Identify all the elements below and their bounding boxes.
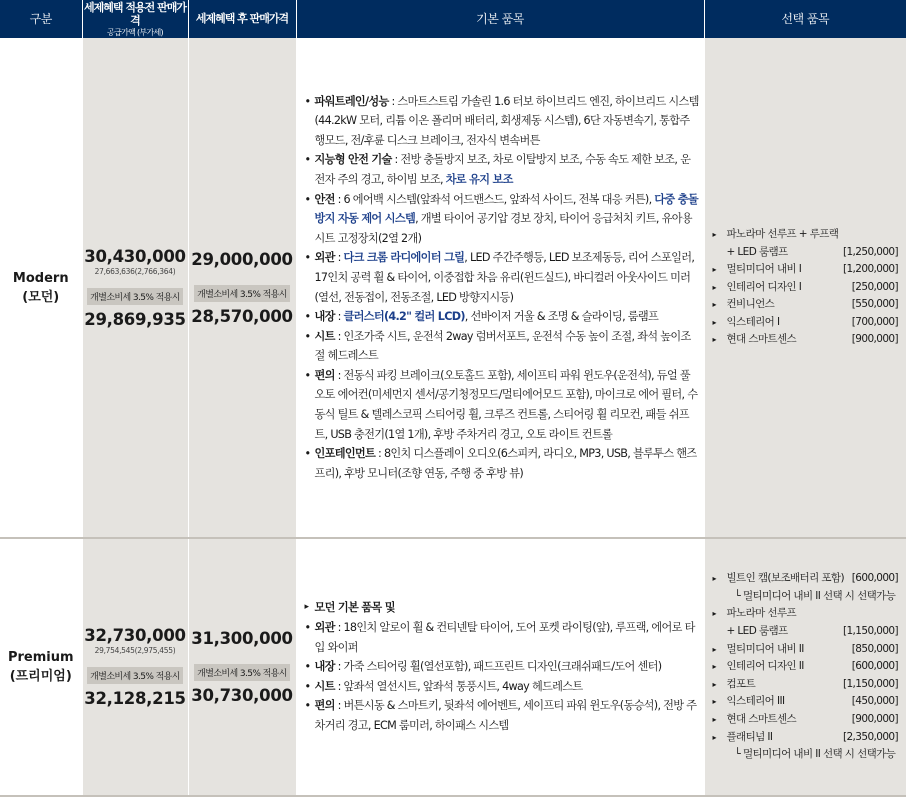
trim-cell (0, 38, 82, 538)
option-item (713, 279, 899, 297)
basic-item (305, 657, 700, 677)
tax-badge: 개별소비세 3.5% 적용시 (194, 664, 290, 681)
basic-item-text: : 앞좌석 열선시트, 앞좌석 통풍시트, 4way 헤드레스트 (334, 679, 583, 693)
option-price: [900,000] (851, 333, 898, 346)
option-name: ▸ 현대 스마트센스 (713, 331, 797, 349)
price-before-cell (82, 538, 188, 796)
price-after-cell (188, 538, 296, 796)
basic-item-text: : 버튼시동 & 스마트키, 뒷좌석 에어벤트, 세이프티 파워 윈도우(동승석), 전방 주차거리 경고, ECM 룸미러, 하이패스 시스템 (314, 699, 697, 732)
option-item (713, 676, 899, 694)
option-price: [600,000] (851, 572, 898, 585)
basic-item-text: : 18인치 알로이 휠 & 컨티넨탈 타이어, 도어 포켓 라이팅(앞), 루프랙, 에어로 타입 와이퍼 (314, 621, 695, 654)
option-item (713, 658, 899, 676)
option-item (713, 244, 899, 262)
option-price: [850,000] (851, 642, 898, 655)
option-name: ▸ 빌트인 캠(보조배터리 포함) (713, 570, 844, 588)
basic-item (305, 327, 700, 366)
basic-item-category: 외관 (314, 621, 335, 635)
option-name: ▸ 파노라마 선루프 + 루프랙 (713, 226, 839, 244)
option-price: [1,200,000] (842, 263, 898, 276)
basic-item-text: : 가죽 스티어링 휠(열선포함), 패드프린트 디자인(크래쉬패드/도어 센터) (334, 660, 662, 674)
basic-item-text: : 6 에어백 시스템(앞좌석 어드밴스드, 앞좌석 사이드, 전복 대응 커튼), (334, 192, 655, 206)
option-list (713, 570, 899, 764)
price-before-cell (82, 38, 188, 538)
header-price-after-main: 세제혜택 후 판매가격 (195, 12, 289, 26)
basic-item (305, 248, 700, 307)
trim-cell (0, 538, 82, 796)
option-item (713, 226, 899, 244)
basic-item (305, 92, 700, 151)
option-name: ▸ 컴포트 (713, 676, 756, 694)
basic-item-category: 파워트레인/성능 (314, 94, 389, 108)
basic-item-category: 안전 (314, 192, 335, 206)
basic-item-text: : 스마트스트림 가솔린 1.6 터보 하이브리드 엔진, 하이브리드 시스템 (44.2kW 모터, 리튬 이온 폴리머 배터리, 회생제동 시스템), 6단 자동변속기, 통합주행모드, 전/후륜 디스크 브레이크, 전자식 변속버튼 (314, 94, 699, 147)
price-before: 32,730,000 (84, 626, 186, 645)
price-before: 30,430,000 (84, 246, 186, 266)
basic-item-text: : 전방 충돌방지 보조, 차로 이탈방지 보조, 수동 속도 제한 보조, 운전자 주의 경고, 하이빔 보조, (314, 153, 691, 186)
option-items-cell (704, 38, 906, 538)
header-price-before-sub: 공급가액 (부가세) (107, 27, 163, 37)
option-item (713, 605, 899, 623)
basic-item (305, 190, 700, 249)
option-item (713, 314, 899, 332)
basic-item-highlight: 클러스터(4.2" 컬러 LCD) (343, 310, 465, 324)
basic-item-highlight: 다중 충돌방지 자동 제어 시스템 (314, 192, 698, 226)
option-item (713, 296, 899, 314)
option-price: [600,000] (851, 660, 898, 673)
basic-item-highlight: 차로 유지 보조 (445, 172, 513, 186)
price-after: 29,000,000 (191, 249, 293, 269)
basic-item (305, 150, 700, 189)
option-name: ▸ 파노라마 선루프 (713, 605, 797, 623)
option-item (713, 693, 899, 711)
price-before-tax: 29,869,935 (84, 309, 186, 329)
basic-items-cell (296, 38, 704, 538)
option-item (713, 623, 899, 641)
basic-item (305, 444, 700, 483)
basic-item-category: 내장 (314, 310, 335, 324)
header-price-after (188, 0, 296, 38)
option-price: [1,150,000] (842, 677, 898, 690)
basic-item-header: ▸ 모던 기본 품목 및 (305, 598, 700, 618)
trim-name-kr: (프리미엄) (9, 669, 72, 684)
option-name: ▸ 멀티미디어 내비 I (713, 261, 802, 279)
basic-item-category: 시트 (314, 329, 335, 343)
price-after-tax: 30,730,000 (191, 686, 293, 705)
option-name: + LED 룸램프 (726, 245, 788, 258)
basic-item (305, 366, 700, 444)
option-price: [1,150,000] (842, 625, 898, 638)
option-name: ▸ 컨비니언스 (713, 296, 775, 314)
basic-item (305, 618, 700, 657)
option-price: [2,350,000] (842, 730, 898, 743)
option-name: ▸ 현대 스마트센스 (713, 711, 797, 729)
option-price: [450,000] (851, 695, 898, 708)
header-trim: 구분 (0, 0, 82, 38)
option-price: [1,250,000] (842, 245, 898, 258)
tax-badge: 개별소비세 3.5% 적용시 (194, 285, 290, 302)
option-item (713, 711, 899, 729)
basic-item-text: , LED 주간주행등, LED 보조제동등, 리어 스포일러, 17인치 공력 휠 & 타이어, 이중접합 차음 유리(윈드실드), 바디컬러 아웃사이드 미러(열선, 전동접이, 전동조절, LED 방향지시등) (314, 251, 695, 304)
option-item (713, 641, 899, 659)
option-name: ▸ 인테리어 디자인 I (713, 279, 802, 297)
option-item (713, 729, 899, 747)
table-header-row (0, 0, 906, 38)
option-item (713, 331, 899, 349)
header-price-before-main: 세제혜택 적용전 판매가격 (84, 0, 186, 27)
basic-item-category: 내장 (314, 660, 335, 674)
basic-item (305, 307, 700, 327)
basic-item-category: 인포테인먼트 (314, 447, 376, 461)
basic-item (305, 696, 700, 735)
option-price: [900,000] (851, 712, 898, 725)
option-item (713, 570, 899, 588)
option-items-cell (704, 538, 906, 796)
basic-item-text: , 개별 타이어 공기압 경보 장치, 타이어 응급처치 키트, 유아용 시트 고정장치(2열 2개) (314, 212, 692, 245)
header-basic: 기본 품목 (296, 0, 704, 38)
option-item (713, 746, 899, 764)
trim-name-kr: (모던) (22, 289, 60, 305)
basic-item-text: : 인조가죽 시트, 운전석 2way 럼버서포트, 운전석 수동 높이 조절, 좌석 높이조절 헤드레스트 (314, 329, 691, 363)
tax-badge: 개별소비세 3.5% 적용시 (87, 667, 183, 684)
price-after-cell (188, 38, 296, 538)
basic-list (305, 598, 700, 735)
option-name: ▸ 플래티넘 II (713, 729, 773, 747)
trim-name: Premium (7, 650, 74, 665)
option-item (713, 588, 899, 606)
option-name: + LED 룸램프 (726, 625, 788, 638)
option-price: [250,000] (851, 280, 898, 293)
basic-item-text: : (334, 251, 344, 265)
tax-badge: 개별소비세 3.5% 적용시 (87, 288, 183, 305)
table-row (0, 38, 906, 538)
price-before-detail: 27,663,636(2,766,364) (94, 266, 176, 276)
option-price: [700,000] (851, 315, 898, 328)
price-before-detail: 29,754,545(2,975,455) (94, 646, 176, 655)
basic-item-text: : (334, 310, 344, 324)
option-list (713, 226, 899, 349)
option-name: ▸ 멀티미디어 내비 II (713, 641, 804, 659)
basic-item-category: 편의 (314, 699, 335, 713)
option-name: ▸ 익스테리어 I (713, 314, 780, 332)
basic-items-cell (296, 538, 704, 796)
basic-item-text: : 전동식 파킹 브레이크(오토홀드 포함), 세이프티 파워 윈도우(운전석), 듀얼 풀오토 에어컨(미세먼지 센서/공기청정모드/멀티에어모드 포함), 마이크로 에어 필터, 수동식 틸트 & 텔레스코픽 스티어링 휠, 크루즈 컨트롤, 스티어링 휠 리모컨, 패들 쉬프트, USB 충전기(1열 1개), 후방 주차거리 경고, 오토 라이트 컨트롤 (314, 368, 698, 441)
trim-name: Modern (12, 270, 69, 286)
option-name: ▸ 인테리어 디자인 II (713, 658, 804, 676)
basic-item-highlight: 다크 크롬 라디에이터 그릴 (343, 251, 465, 265)
price-after: 31,300,000 (191, 629, 293, 648)
option-item (713, 261, 899, 279)
basic-item (305, 677, 700, 697)
basic-item-category: 편의 (314, 368, 335, 382)
header-option: 선택 품목 (704, 0, 906, 38)
option-name: └ 멀티미디어 내비 II 선택 시 선택가능 (734, 589, 896, 602)
basic-item-text: , 선바이저 거울 & 조명 & 슬라이딩, 룸램프 (464, 310, 659, 324)
price-after-tax: 28,570,000 (191, 306, 293, 326)
basic-list (305, 92, 700, 484)
basic-item-category: 시트 (314, 679, 335, 693)
table-row (0, 538, 906, 796)
option-price: [550,000] (851, 298, 898, 311)
basic-item-text: : 8인치 디스플레이 오디오(6스피커, 라디오, MP3, USB, 블루투스 핸즈프리), 후방 모니터(조향 연동, 주행 중 후방 뷰) (314, 447, 697, 480)
header-price-before (82, 0, 188, 38)
price-before-tax: 32,128,215 (84, 689, 186, 708)
option-name: └ 멀티미디어 내비 II 선택 시 선택가능 (734, 748, 896, 761)
option-name: ▸ 익스테리어 III (713, 693, 785, 711)
basic-item-category: 지능형 안전 기술 (314, 153, 392, 167)
basic-item-category: 외관 (314, 251, 335, 265)
